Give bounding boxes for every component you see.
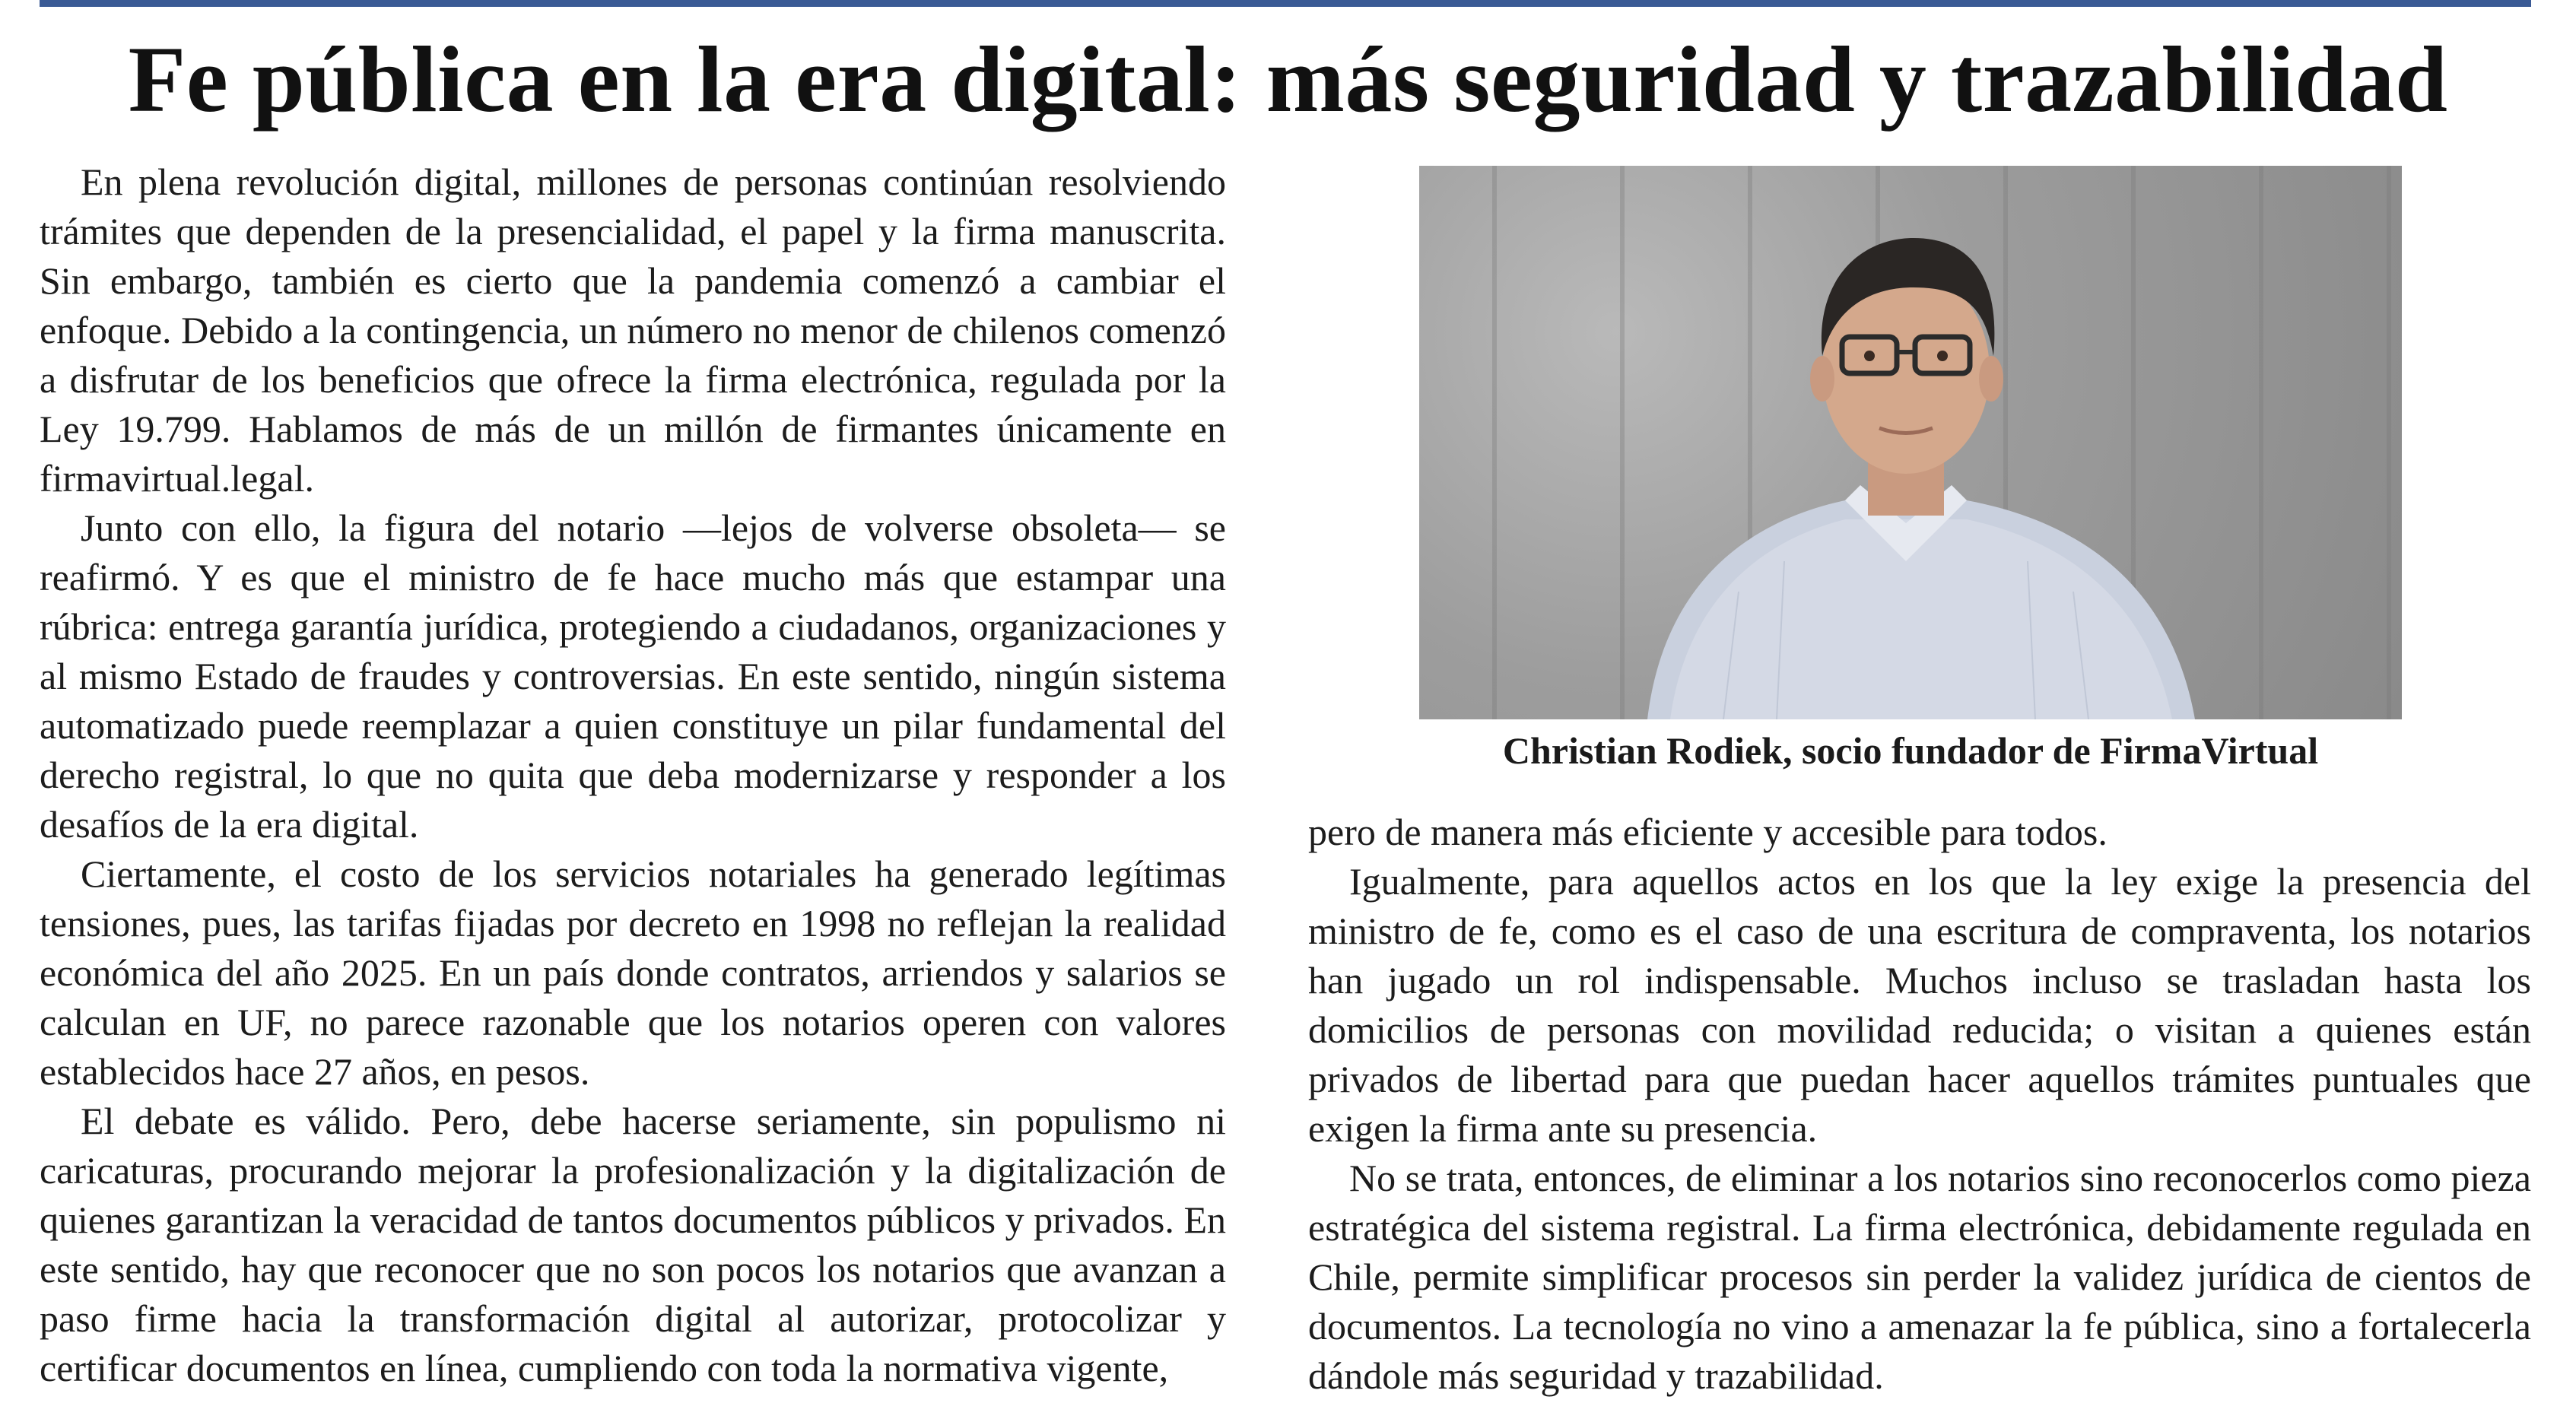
portrait-photo [1419, 166, 2402, 719]
portrait-illustration [1419, 166, 2402, 719]
left-column [40, 157, 1226, 1393]
paragraph: Igualmente, para aquellos actos en los que la ley exige la presencia del ministro de fe, como es el caso de una escritura de compraventa, los notarios han jugado un rol indispensable. Muchos incluso se trasladan hasta los domicilios de personas con movilidad reducida; o visitan a quienes están privados de libertad para que puedan hacer aquellos trámites puntuales que exigen la firma ante su presencia. [1308, 860, 2531, 1150]
top-rule [40, 0, 2531, 7]
paragraph: Junto con ello, la figura del notario —lejos de volverse obsoleta— se reafirmó. Y es que el ministro de fe hace mucho más que estampar una rúbrica: entrega garantía jurídica, protegiendo a ciudadanos, organizaciones y al mismo Estado de fraudes y controversias. En este sentido, ningún sistema automatizado puede reemplazar a quien constituye un pilar fundamental del derecho registral, lo que no quita que deba modernizarse y responder a los desafíos de la era digital. [40, 506, 1226, 846]
paragraph: Ciertamente, el costo de los servicios notariales ha generado legítimas tensiones, pues, las tarifas fijadas por decreto en 1998 no reflejan la realidad económica del año 2025. En un país donde contratos, arriendos y salarios se calculan en UF, no parece razonable que los notarios operen con valores establecidos hace 27 años, en pesos. [40, 852, 1226, 1093]
headline: Fe pública en la era digital: más seguridad y trazabilidad [128, 27, 2448, 132]
paragraph: pero de manera más eficiente y accesible para todos. [1308, 811, 2107, 853]
paragraph: El debate es válido. Pero, debe hacerse seriamente, sin populismo ni caricaturas, procurando mejorar la profesionalización y la digitalización de quienes garantizan la veracidad de tantos documentos públicos y privados. En este sentido, hay que reconocer que no son pocos los notarios que avanzan a paso firme hacia la transformación digital al autorizar, protocolizar y certificar documentos en línea, cumpliendo con toda la normativa vigente, [40, 1100, 1226, 1389]
right-column [1308, 808, 2531, 1401]
photo-caption: Christian Rodiek, socio fundador de FirmaVirtual [1502, 729, 2319, 772]
paragraph: En plena revolución digital, millones de personas continúan resolviendo trámites que dependen de la presencialidad, el papel y la firma manuscrita. Sin embargo, también es cierto que la pandemia comenzó a cambiar el enfoque. Debido a la contingencia, un número no menor de chilenos comenzó a disfrutar de los beneficios que ofrece la firma electrónica, regulada por la Ley 19.799. Hablamos de más de un millón de firmantes únicamente en firmavirtual.legal. [40, 160, 1226, 500]
paragraph: No se trata, entonces, de eliminar a los notarios sino reconocerlos como pieza estratégica del sistema registral. La firma electrónica, debidamente regulada en Chile, permite simplificar procesos sin perder la validez jurídica de cientos de documentos. La tecnología no vino a amenazar la fe pública, sino a fortalecerla dándole más seguridad y trazabilidad. [1308, 1157, 2531, 1397]
